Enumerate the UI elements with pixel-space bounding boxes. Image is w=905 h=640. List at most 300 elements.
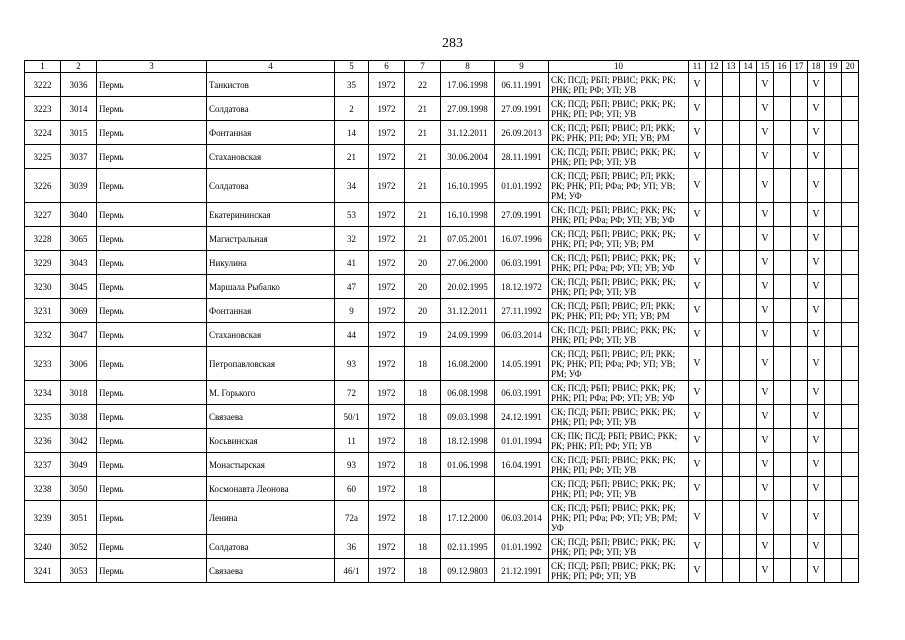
house-id: 3037 [61,145,97,169]
date-cell: 07.05.2001 [441,227,495,251]
house-id: 3069 [61,299,97,323]
row-number: 3224 [25,121,61,145]
flag-cell: V [689,97,706,121]
flag-cell [774,251,791,275]
flag-cell [740,477,757,501]
date-cell: 24.12.1991 [495,405,549,429]
flag-cell [706,381,723,405]
flag-cell: V [808,453,825,477]
flag-cell [706,501,723,535]
date-cell: 02.11.1995 [441,535,495,559]
flag-cell: V [808,251,825,275]
column-header: 19 [825,61,842,73]
flag-cell [740,323,757,347]
date-cell: 31.12.2011 [441,121,495,145]
flag-cell [842,251,859,275]
city-cell: Пермь [97,405,207,429]
street-cell: Солдатова [207,535,335,559]
flag-cell [723,429,740,453]
documents-cell: СК; ПСД; РБП; РВИС; РКК; РК; РНК; РП; РФ; УП; УВ [549,453,689,477]
documents-cell: СК; ПСД; РБП; РВИС; РКК; РК; РНК; РП; РФ; УП; УВ [549,323,689,347]
house-number: 47 [335,275,369,299]
documents-cell: СК; ПСД; РБП; РВИС; РКК; РК; РНК; РП; РФ; УП; УВ [549,535,689,559]
street-cell: Фонтанная [207,121,335,145]
table-row [25,227,859,251]
page-number: 283 [442,36,463,51]
wear-percent: 18 [405,501,441,535]
street-cell: Монастырская [207,453,335,477]
flag-cell [774,347,791,381]
documents-cell: СК; ПК; ПСД; РБП; РВИС; РКК; РК; РНК; РП; РФ; УП; УВ [549,429,689,453]
flag-cell [825,429,842,453]
documents-cell: СК; ПСД; РБП; РВИС; РЛ; РКК; РК; РНК; РП; РФа; РФ; УП; УВ; РМ; УФ [549,347,689,381]
column-header: 9 [495,61,549,73]
flag-cell [842,227,859,251]
documents-cell: СК; ПСД; РБП; РВИС; РКК; РК; РНК; РП; РФ; УП; УВ [549,405,689,429]
house-number: 72 [335,381,369,405]
column-header: 7 [405,61,441,73]
table-row [25,453,859,477]
flag-cell [740,347,757,381]
table-row [25,121,859,145]
wear-percent: 18 [405,429,441,453]
flag-cell [825,299,842,323]
house-id: 3036 [61,73,97,97]
flag-cell [723,535,740,559]
wear-percent: 21 [405,169,441,203]
street-cell: Связаева [207,405,335,429]
city-cell: Пермь [97,381,207,405]
flag-cell: V [689,299,706,323]
wear-percent: 18 [405,347,441,381]
city-cell: Пермь [97,169,207,203]
flag-cell [706,275,723,299]
flag-cell [791,535,808,559]
flag-cell: V [757,429,774,453]
year-cell: 1972 [369,323,405,347]
flag-cell [842,121,859,145]
date-cell: 06.03.1991 [495,251,549,275]
documents-cell: СК; ПСД; РБП; РВИС; РКК; РК; РНК; РП; РФ; УП; УВ; РМ [549,227,689,251]
flag-cell [706,203,723,227]
date-cell: 31.12.2011 [441,299,495,323]
house-number: 72а [335,501,369,535]
flag-cell [774,121,791,145]
year-cell: 1972 [369,501,405,535]
flag-cell [740,145,757,169]
date-cell: 27.09.1998 [441,97,495,121]
documents-cell: СК; ПСД; РБП; РВИС; РКК; РК; РНК; РП; РФ; УП; УВ [549,145,689,169]
city-cell: Пермь [97,347,207,381]
flag-cell [774,405,791,429]
house-id: 3043 [61,251,97,275]
flag-cell [842,381,859,405]
city-cell: Пермь [97,73,207,97]
date-cell: 16.08.2000 [441,347,495,381]
flag-cell: V [689,73,706,97]
date-cell: 09.12.9803 [441,559,495,583]
table-row [25,501,859,535]
year-cell: 1972 [369,121,405,145]
house-id: 3040 [61,203,97,227]
date-cell [441,477,495,501]
flag-cell [825,251,842,275]
date-cell: 16.10.1995 [441,169,495,203]
year-cell: 1972 [369,73,405,97]
flag-cell: V [757,477,774,501]
flag-cell: V [808,73,825,97]
flag-cell [706,73,723,97]
city-cell: Пермь [97,227,207,251]
flag-cell [842,453,859,477]
house-number: 32 [335,227,369,251]
flag-cell [825,73,842,97]
documents-cell: СК; ПСД; РБП; РВИС; РКК; РК; РНК; РП; РФ; УП; УВ [549,73,689,97]
flag-cell [723,347,740,381]
flag-cell [723,323,740,347]
city-cell: Пермь [97,97,207,121]
flag-cell [723,501,740,535]
flag-cell: V [808,559,825,583]
street-cell: Космонавта Леонова [207,477,335,501]
flag-cell [723,381,740,405]
date-cell: 01.01.1992 [495,535,549,559]
flag-cell: V [757,227,774,251]
documents-cell: СК; ПСД; РБП; РВИС; РКК; РК; РНК; РП; РФ; УП; УВ [549,477,689,501]
flag-cell [791,97,808,121]
documents-cell: СК; ПСД; РБП; РВИС; РКК; РК; РНК; РП; РФ; УП; УВ [549,559,689,583]
flag-cell [740,453,757,477]
flag-cell: V [808,299,825,323]
flag-cell: V [808,347,825,381]
flag-cell: V [689,203,706,227]
flag-cell [774,73,791,97]
year-cell: 1972 [369,251,405,275]
flag-cell: V [808,145,825,169]
wear-percent: 21 [405,121,441,145]
city-cell: Пермь [97,203,207,227]
row-number: 3237 [25,453,61,477]
year-cell: 1972 [369,477,405,501]
flag-cell [791,299,808,323]
flag-cell: V [808,477,825,501]
house-id: 3051 [61,501,97,535]
city-cell: Пермь [97,477,207,501]
flag-cell [723,97,740,121]
column-header: 14 [740,61,757,73]
table-row [25,145,859,169]
row-number: 3225 [25,145,61,169]
flag-cell [740,121,757,145]
flag-cell: V [808,121,825,145]
table-row [25,275,859,299]
row-number: 3232 [25,323,61,347]
date-cell: 06.03.2014 [495,323,549,347]
date-cell: 30.06.2004 [441,145,495,169]
house-id: 3006 [61,347,97,381]
flag-cell [723,251,740,275]
flag-cell [723,477,740,501]
house-id: 3053 [61,559,97,583]
flag-cell: V [757,145,774,169]
flag-cell [791,381,808,405]
flag-cell [774,429,791,453]
flag-cell [825,405,842,429]
flag-cell [825,381,842,405]
flag-cell [791,73,808,97]
flag-cell [774,323,791,347]
flag-cell: V [808,169,825,203]
table-row [25,381,859,405]
documents-cell: СК; ПСД; РБП; РВИС; РКК; РК; РНК; РП; РФа; РФ; УП; УВ; УФ [549,251,689,275]
house-id: 3042 [61,429,97,453]
wear-percent: 21 [405,97,441,121]
flag-cell [825,275,842,299]
year-cell: 1972 [369,559,405,583]
wear-percent: 19 [405,323,441,347]
column-header: 20 [842,61,859,73]
row-number: 3231 [25,299,61,323]
flag-cell [740,169,757,203]
flag-cell: V [757,347,774,381]
row-number: 3226 [25,169,61,203]
date-cell: 20.02.1995 [441,275,495,299]
year-cell: 1972 [369,145,405,169]
flag-cell [774,453,791,477]
date-cell: 16.07.1996 [495,227,549,251]
flag-cell [706,145,723,169]
date-cell: 18.12.1972 [495,275,549,299]
street-cell: Петропавловская [207,347,335,381]
flag-cell [842,535,859,559]
flag-cell: V [689,275,706,299]
flag-cell [723,203,740,227]
flag-cell: V [689,405,706,429]
column-header: 15 [757,61,774,73]
street-cell: М. Горького [207,381,335,405]
house-id: 3065 [61,227,97,251]
column-header: 10 [549,61,689,73]
date-cell [495,477,549,501]
flag-cell [791,121,808,145]
city-cell: Пермь [97,429,207,453]
column-header: 2 [61,61,97,73]
flag-cell: V [689,535,706,559]
column-header: 5 [335,61,369,73]
date-cell: 06.03.2014 [495,501,549,535]
street-cell: Фонтанная [207,299,335,323]
flag-cell [740,405,757,429]
flag-cell [706,453,723,477]
house-id: 3045 [61,275,97,299]
flag-cell [791,275,808,299]
wear-percent: 20 [405,299,441,323]
flag-cell [774,559,791,583]
flag-cell: V [757,169,774,203]
house-id: 3039 [61,169,97,203]
table-row [25,429,859,453]
city-cell: Пермь [97,145,207,169]
flag-cell [774,145,791,169]
date-cell: 16.10.1998 [441,203,495,227]
year-cell: 1972 [369,429,405,453]
street-cell: Косьвинская [207,429,335,453]
table-row [25,559,859,583]
flag-cell [791,429,808,453]
date-cell: 27.09.1991 [495,203,549,227]
flag-cell: V [808,381,825,405]
flag-cell [825,347,842,381]
city-cell: Пермь [97,121,207,145]
flag-cell [740,381,757,405]
house-number: 50/1 [335,405,369,429]
flag-cell [706,169,723,203]
row-number: 3240 [25,535,61,559]
flag-cell: V [808,501,825,535]
flag-cell: V [757,453,774,477]
flag-cell: V [757,405,774,429]
flag-cell [842,275,859,299]
flag-cell [825,501,842,535]
flag-cell [842,559,859,583]
flag-cell: V [808,535,825,559]
house-number: 93 [335,453,369,477]
row-number: 3241 [25,559,61,583]
flag-cell [825,477,842,501]
flag-cell: V [808,405,825,429]
flag-cell [774,535,791,559]
row-number: 3233 [25,347,61,381]
documents-cell: СК; ПСД; РБП; РВИС; РЛ; РКК; РК; РНК; РП; РФ; УП; УВ; РМ [549,121,689,145]
row-number: 3223 [25,97,61,121]
flag-cell: V [808,323,825,347]
wear-percent: 21 [405,227,441,251]
house-id: 3052 [61,535,97,559]
flag-cell [842,203,859,227]
city-cell: Пермь [97,275,207,299]
flag-cell [791,251,808,275]
date-cell: 06.08.1998 [441,381,495,405]
flag-cell [825,169,842,203]
table-row [25,73,859,97]
flag-cell [723,145,740,169]
flag-cell [825,97,842,121]
city-cell: Пермь [97,559,207,583]
row-number: 3229 [25,251,61,275]
house-number: 41 [335,251,369,275]
flag-cell: V [689,559,706,583]
flag-cell [774,477,791,501]
house-number: 53 [335,203,369,227]
flag-cell [791,227,808,251]
flag-cell: V [757,559,774,583]
street-cell: Стахановская [207,323,335,347]
table-row [25,251,859,275]
header-row [25,61,859,73]
flag-cell [740,535,757,559]
flag-cell [825,121,842,145]
year-cell: 1972 [369,405,405,429]
wear-percent: 18 [405,405,441,429]
flag-cell: V [757,381,774,405]
house-number: 60 [335,477,369,501]
column-header: 13 [723,61,740,73]
year-cell: 1972 [369,203,405,227]
year-cell: 1972 [369,275,405,299]
year-cell: 1972 [369,347,405,381]
flag-cell [723,73,740,97]
flag-cell [825,203,842,227]
flag-cell: V [689,251,706,275]
documents-cell: СК; ПСД; РБП; РВИС; РЛ; РКК; РК; РНК; РП; РФ; УП; УВ; РМ [549,299,689,323]
street-cell: Связаева [207,559,335,583]
flag-cell [706,477,723,501]
wear-percent: 18 [405,477,441,501]
flag-cell: V [757,73,774,97]
city-cell: Пермь [97,323,207,347]
flag-cell: V [689,381,706,405]
date-cell: 27.09.1991 [495,97,549,121]
year-cell: 1972 [369,97,405,121]
house-number: 14 [335,121,369,145]
column-header: 18 [808,61,825,73]
house-number: 21 [335,145,369,169]
wear-percent: 22 [405,73,441,97]
flag-cell [825,453,842,477]
flag-cell [740,73,757,97]
flag-cell [774,203,791,227]
flag-cell: V [757,251,774,275]
flag-cell [774,275,791,299]
column-header: 6 [369,61,405,73]
flag-cell [842,347,859,381]
street-cell: Солдатова [207,97,335,121]
wear-percent: 20 [405,275,441,299]
column-header: 1 [25,61,61,73]
year-cell: 1972 [369,169,405,203]
date-cell: 06.03.1991 [495,381,549,405]
street-cell: Солдатова [207,169,335,203]
flag-cell [791,559,808,583]
flag-cell [825,535,842,559]
house-id: 3050 [61,477,97,501]
house-id: 3014 [61,97,97,121]
column-header: 8 [441,61,495,73]
date-cell: 01.01.1994 [495,429,549,453]
flag-cell [842,145,859,169]
date-cell: 24.09.1999 [441,323,495,347]
row-number: 3238 [25,477,61,501]
house-number: 11 [335,429,369,453]
flag-cell [842,477,859,501]
flag-cell [791,203,808,227]
table-row [25,477,859,501]
flag-cell: V [757,275,774,299]
date-cell: 16.04.1991 [495,453,549,477]
table-row [25,97,859,121]
flag-cell: V [757,299,774,323]
flag-cell [791,501,808,535]
year-cell: 1972 [369,227,405,251]
flag-cell: V [808,275,825,299]
flag-cell: V [689,145,706,169]
street-cell: Стахановская [207,145,335,169]
house-number: 93 [335,347,369,381]
table-row [25,169,859,203]
flag-cell [842,501,859,535]
flag-cell [791,477,808,501]
flag-cell [706,227,723,251]
